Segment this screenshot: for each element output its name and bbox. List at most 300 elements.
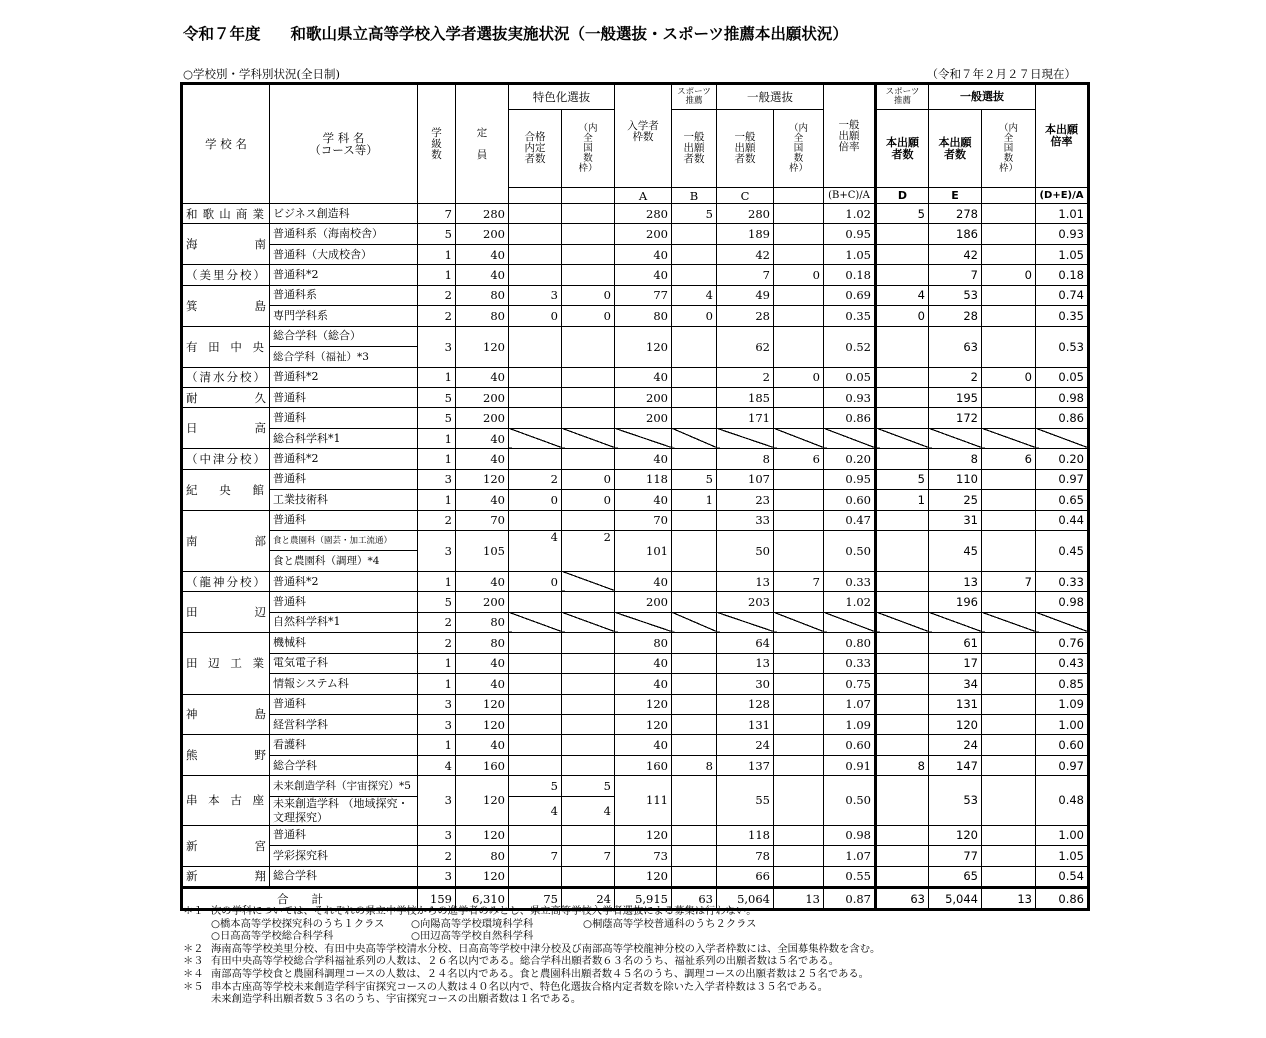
cell-c: 13	[717, 571, 774, 591]
cell-e: 65	[929, 866, 982, 887]
header-general-applicants: 一般 出願 者数	[717, 110, 774, 188]
cell-a: 40	[615, 265, 672, 285]
cell-pn	[562, 714, 615, 734]
cell-a: 40	[615, 571, 672, 591]
cell-p	[509, 510, 562, 530]
cell-e: 28	[929, 306, 982, 326]
cell-a: 40	[615, 490, 672, 510]
cell-pn	[562, 755, 615, 775]
subtitle-left: ○学校別・学科別状況(全日制)	[183, 67, 341, 81]
note-4-mark: ＊４	[183, 967, 204, 980]
cell-cap: 105	[456, 531, 509, 572]
cell-cn	[774, 204, 824, 224]
cell-d: 8	[876, 755, 929, 775]
cell-c: 107	[717, 469, 774, 489]
cell-cap: 80	[456, 306, 509, 326]
cell-r2: 0.20	[1036, 449, 1089, 469]
cell-c: 64	[717, 633, 774, 653]
total-en: 13	[982, 888, 1036, 910]
cell-p	[509, 694, 562, 714]
cell-pn: 5	[562, 776, 615, 796]
cell-p: 0	[509, 571, 562, 591]
school-name: （中津分校）	[182, 449, 270, 469]
cell-classes: 1	[418, 244, 456, 264]
slash-cell	[615, 612, 672, 632]
cell-cap: 40	[456, 653, 509, 673]
cell-b	[672, 244, 717, 264]
cell-cap: 200	[456, 224, 509, 244]
cell-classes: 3	[418, 776, 456, 825]
cell-r2: 0.76	[1036, 633, 1089, 653]
table-row	[182, 387, 1089, 407]
cell-b	[672, 694, 717, 714]
cell-classes: 1	[418, 367, 456, 387]
cell-classes: 1	[418, 674, 456, 694]
dept-name: 食と農園科（園芸・加工流通）	[270, 531, 418, 551]
cell-cn	[774, 846, 824, 866]
cell-e: 42	[929, 244, 982, 264]
cell-pn	[562, 694, 615, 714]
cell-r2: 0.53	[1036, 326, 1089, 367]
cell-classes: 2	[418, 633, 456, 653]
cell-cn	[774, 674, 824, 694]
slash-cell	[1036, 612, 1089, 632]
header-dept	[270, 84, 418, 204]
total-r: 0.87	[824, 888, 876, 910]
cell-d: 5	[876, 204, 929, 224]
cell-r: 1.02	[824, 204, 876, 224]
cell-b	[672, 674, 717, 694]
cell-en	[982, 469, 1036, 489]
cell-r2: 0.97	[1036, 469, 1089, 489]
cell-c: 33	[717, 510, 774, 530]
cell-pn: 4	[562, 796, 615, 825]
cell-r: 0.80	[824, 633, 876, 653]
cell-d	[876, 653, 929, 673]
cell-b	[672, 714, 717, 734]
cell-b	[672, 449, 717, 469]
cell-pn: 0	[562, 306, 615, 326]
dept-name: 普通科	[270, 387, 418, 407]
cell-p: 0	[509, 490, 562, 510]
cell-d	[876, 825, 929, 845]
cell-c: 55	[717, 776, 774, 825]
cell-classes: 1	[418, 490, 456, 510]
cell-p: 3	[509, 285, 562, 305]
cell-en	[982, 694, 1036, 714]
cell-cn	[774, 776, 824, 825]
table-body	[182, 204, 1089, 910]
cell-e: 77	[929, 846, 982, 866]
table-row	[182, 735, 1089, 755]
school-name: 日高	[182, 408, 270, 449]
cell-c: 137	[717, 755, 774, 775]
cell-en	[982, 510, 1036, 530]
header-sports-applicants: 一般 出願 者数	[672, 110, 717, 188]
cell-classes: 3	[418, 866, 456, 887]
cell-e: 8	[929, 449, 982, 469]
cell-pn	[562, 204, 615, 224]
dept-name: 情報システム科	[270, 674, 418, 694]
dept-name: 総合科学科*1	[270, 428, 418, 448]
table-row	[182, 306, 1089, 326]
dept-name: 普通科	[270, 592, 418, 612]
cell-pn	[562, 265, 615, 285]
slash-cell	[509, 612, 562, 632]
total-b: 63	[672, 888, 717, 910]
cell-r: 0.18	[824, 265, 876, 285]
cell-en	[982, 866, 1036, 887]
cell-a: 120	[615, 694, 672, 714]
cell-b	[672, 224, 717, 244]
cell-d	[876, 633, 929, 653]
note-3-mark: ＊３	[183, 955, 204, 968]
cell-r2: 1.09	[1036, 694, 1089, 714]
header-formula-e: (D+E)/A	[1036, 188, 1089, 204]
cell-r2: 1.01	[1036, 204, 1089, 224]
cell-r: 0.95	[824, 224, 876, 244]
cell-a: 111	[615, 776, 672, 825]
cell-r: 0.52	[824, 326, 876, 367]
cell-r2: 0.45	[1036, 531, 1089, 572]
cell-d	[876, 531, 929, 572]
cell-c: 30	[717, 674, 774, 694]
cell-cap: 40	[456, 674, 509, 694]
school-name: 田辺	[182, 592, 270, 633]
cell-a: 120	[615, 866, 672, 887]
cell-cap: 120	[456, 825, 509, 845]
cell-classes: 5	[418, 387, 456, 407]
cell-classes: 1	[418, 265, 456, 285]
cell-p	[509, 755, 562, 775]
dept-name: 総合学科（福祉）*3	[270, 347, 418, 367]
table-row	[182, 825, 1089, 845]
cell-cn	[774, 714, 824, 734]
cell-pn	[562, 674, 615, 694]
cell-d	[876, 694, 929, 714]
note-4: 南部高等学校食と農園科調理コースの人数は、２４名以内である。食と農園科出願者数４５名のうち、調理コースの出願者数は２５名である。	[211, 967, 869, 980]
cell-en	[982, 306, 1036, 326]
cell-r: 0.33	[824, 653, 876, 673]
cell-p	[509, 367, 562, 387]
cell-r2: 0.44	[1036, 510, 1089, 530]
cell-r2: 0.98	[1036, 592, 1089, 612]
cell-r: 0.75	[824, 674, 876, 694]
dept-name: 総合学科	[270, 755, 418, 775]
cell-d	[876, 510, 929, 530]
note-5: 串本古座高等学校未来創造学科宇宙探究コースの人数は４０名以内で、特色化選抜合格内定者数を除いた入学者枠数は３５名である。	[211, 980, 829, 993]
slash-cell	[876, 612, 929, 632]
slash-cell	[509, 428, 562, 448]
total-d: 63	[876, 888, 929, 910]
cell-classes: 3	[418, 326, 456, 367]
total-p: 75	[509, 888, 562, 910]
cell-r2: 0.74	[1036, 285, 1089, 305]
cell-d	[876, 674, 929, 694]
cell-cn: 0	[774, 367, 824, 387]
dept-name: 普通科*2	[270, 367, 418, 387]
cell-a: 280	[615, 204, 672, 224]
cell-c: 8	[717, 449, 774, 469]
cell-en: 7	[982, 571, 1036, 591]
table-row	[182, 244, 1089, 264]
cell-a: 200	[615, 387, 672, 407]
cell-a: 200	[615, 408, 672, 428]
cell-r2: 1.05	[1036, 846, 1089, 866]
cell-r: 0.69	[824, 285, 876, 305]
slash-cell	[876, 428, 929, 448]
header-letter-e: E	[929, 188, 982, 204]
cell-cn	[774, 306, 824, 326]
cell-classes: 2	[418, 612, 456, 632]
cell-cap: 70	[456, 510, 509, 530]
cell-b	[672, 633, 717, 653]
dept-name: 普通科	[270, 408, 418, 428]
note-1-e: ○田辺高等学校自然科学科	[411, 930, 534, 943]
cell-pn	[562, 633, 615, 653]
dept-name: 未来創造学科（宇宙探究）*5	[270, 776, 418, 796]
cell-b: 5	[672, 469, 717, 489]
school-name: 和歌山商業	[182, 204, 270, 224]
cell-b: 4	[672, 285, 717, 305]
header-main-ratio: 本出願 倍率	[1036, 84, 1089, 188]
cell-classes: 5	[418, 592, 456, 612]
cell-en	[982, 244, 1036, 264]
cell-cn	[774, 224, 824, 244]
cell-pn	[562, 387, 615, 407]
header-dept-line1: 学 科 名	[322, 131, 365, 145]
header-general-2: 一般選抜	[929, 84, 1036, 110]
school-name: 有田中央	[182, 326, 270, 367]
cell-p	[509, 735, 562, 755]
cell-b	[672, 510, 717, 530]
cell-pn	[562, 244, 615, 264]
cell-d	[876, 866, 929, 887]
cell-r: 1.05	[824, 244, 876, 264]
cell-classes: 7	[418, 204, 456, 224]
header-classes: 学 級 数	[418, 84, 456, 204]
cell-a: 70	[615, 510, 672, 530]
cell-classes: 3	[418, 714, 456, 734]
cell-en: 0	[982, 265, 1036, 285]
cell-r: 0.33	[824, 571, 876, 591]
cell-cap: 40	[456, 265, 509, 285]
table-row	[182, 408, 1089, 428]
table-row	[182, 633, 1089, 653]
cell-classes: 1	[418, 735, 456, 755]
cell-e: 61	[929, 633, 982, 653]
cell-e: 25	[929, 490, 982, 510]
footnotes	[183, 905, 880, 1006]
cell-classes: 1	[418, 653, 456, 673]
note-1-d: ○日高高等学校総合科学科	[211, 930, 334, 943]
total-a: 5,915	[615, 888, 672, 910]
cell-classes: 1	[418, 571, 456, 591]
cell-a: 120	[615, 714, 672, 734]
cell-cn: 7	[774, 571, 824, 591]
cell-a: 40	[615, 244, 672, 264]
cell-d: 0	[876, 306, 929, 326]
cell-en	[982, 653, 1036, 673]
cell-r2: 0.86	[1036, 408, 1089, 428]
cell-d	[876, 367, 929, 387]
dept-name: 普通科	[270, 510, 418, 530]
cell-c: 203	[717, 592, 774, 612]
cell-p	[509, 633, 562, 653]
cell-p	[509, 224, 562, 244]
cell-e: 110	[929, 469, 982, 489]
slash-cell	[982, 428, 1036, 448]
cell-b	[672, 531, 717, 572]
cell-e: 53	[929, 776, 982, 825]
cell-en: 0	[982, 367, 1036, 387]
cell-p	[509, 408, 562, 428]
cell-d	[876, 776, 929, 825]
cell-a: 40	[615, 735, 672, 755]
cell-p	[509, 244, 562, 264]
slash-cell	[774, 428, 824, 448]
cell-r2: 1.00	[1036, 825, 1089, 845]
slash-cell	[717, 428, 774, 448]
cell-c: 280	[717, 204, 774, 224]
dept-name: 普通科*2	[270, 265, 418, 285]
cell-cap: 280	[456, 204, 509, 224]
cell-a: 120	[615, 326, 672, 367]
school-name: 熊野	[182, 735, 270, 776]
slash-cell	[982, 612, 1036, 632]
cell-p	[509, 387, 562, 407]
cell-cap: 40	[456, 571, 509, 591]
cell-r: 0.35	[824, 306, 876, 326]
cell-r: 0.95	[824, 469, 876, 489]
cell-cap: 80	[456, 846, 509, 866]
cell-r: 0.60	[824, 490, 876, 510]
cell-c: 66	[717, 866, 774, 887]
header-general: 一般選抜	[717, 84, 824, 110]
header-admission-frame: 入学者 枠数	[615, 84, 672, 188]
cell-d	[876, 244, 929, 264]
cell-p	[509, 825, 562, 845]
cell-r2: 0.05	[1036, 367, 1089, 387]
school-name: 耐久	[182, 387, 270, 407]
cell-d	[876, 387, 929, 407]
cell-en	[982, 326, 1036, 367]
cell-pn	[562, 653, 615, 673]
header-sports-2: スポーツ 推薦	[876, 84, 929, 110]
page-title	[183, 22, 848, 44]
cell-e: 196	[929, 592, 982, 612]
cell-pn	[562, 592, 615, 612]
school-name: 田辺工業	[182, 633, 270, 694]
cell-c: 131	[717, 714, 774, 734]
cell-cn	[774, 469, 824, 489]
cell-r: 0.93	[824, 387, 876, 407]
cell-p	[509, 674, 562, 694]
cell-b	[672, 571, 717, 591]
cell-r: 1.07	[824, 694, 876, 714]
table-row	[182, 531, 1089, 551]
cell-c: 23	[717, 490, 774, 510]
cell-en	[982, 408, 1036, 428]
cell-pn	[562, 449, 615, 469]
cell-classes: 3	[418, 531, 456, 572]
cell-b	[672, 387, 717, 407]
cell-r2: 0.35	[1036, 306, 1089, 326]
dept-name: 普通科系	[270, 285, 418, 305]
cell-pn	[562, 408, 615, 428]
cell-c: 24	[717, 735, 774, 755]
table-row	[182, 846, 1089, 866]
cell-p	[509, 265, 562, 285]
slash-cell	[824, 612, 876, 632]
dept-name: 食と農園科（調理）*4	[270, 551, 418, 571]
cell-cap: 40	[456, 367, 509, 387]
note-5-b: 未来創造学科出願者数５３名のうち、宇宙探究コースの出願者数は１名である。	[211, 993, 582, 1006]
table-row	[182, 469, 1089, 489]
cell-e: 24	[929, 735, 982, 755]
cell-cap: 200	[456, 592, 509, 612]
header-dept-line2: （コース等）	[309, 143, 378, 157]
cell-c: 128	[717, 694, 774, 714]
title-year: 令和７年度	[183, 25, 261, 43]
cell-e: 186	[929, 224, 982, 244]
cell-b	[672, 408, 717, 428]
cell-cap: 120	[456, 866, 509, 887]
cell-b	[672, 265, 717, 285]
table-row	[182, 694, 1089, 714]
cell-c: 50	[717, 531, 774, 572]
cell-c: 13	[717, 653, 774, 673]
cell-e: 31	[929, 510, 982, 530]
admission-table	[180, 82, 1090, 911]
cell-a: 77	[615, 285, 672, 305]
cell-a: 101	[615, 531, 672, 572]
cell-r2: 0.97	[1036, 755, 1089, 775]
dept-name: 自然科学科*1	[270, 612, 418, 632]
cell-cn	[774, 755, 824, 775]
cell-a: 40	[615, 449, 672, 469]
cell-r: 0.60	[824, 735, 876, 755]
table-row	[182, 428, 1089, 448]
cell-r: 1.09	[824, 714, 876, 734]
header-tokushoku: 特色化選抜	[509, 84, 615, 110]
cell-pn	[562, 224, 615, 244]
cell-a: 40	[615, 367, 672, 387]
cell-cap: 200	[456, 408, 509, 428]
dept-name: 未来創造学科 （地域探究・文理探究）	[270, 796, 418, 825]
header-main-national: （内 全 国 数 枠）	[982, 110, 1036, 188]
cell-a: 80	[615, 306, 672, 326]
cell-r2: 0.60	[1036, 735, 1089, 755]
slash-cell	[672, 612, 717, 632]
cell-p	[509, 714, 562, 734]
cell-r2: 0.18	[1036, 265, 1089, 285]
cell-cn	[774, 531, 824, 572]
cell-pn: 2	[562, 531, 615, 572]
header-capacity: 定 員	[456, 84, 509, 204]
cell-cn: 0	[774, 265, 824, 285]
cell-b	[672, 592, 717, 612]
cell-classes: 5	[418, 408, 456, 428]
header-sports: スポーツ 推薦	[672, 84, 717, 110]
cell-en	[982, 714, 1036, 734]
cell-d	[876, 735, 929, 755]
cell-p	[509, 204, 562, 224]
cell-b: 8	[672, 755, 717, 775]
slash-cell	[1036, 428, 1089, 448]
school-name: （龍神分校）	[182, 571, 270, 591]
cell-cn	[774, 490, 824, 510]
